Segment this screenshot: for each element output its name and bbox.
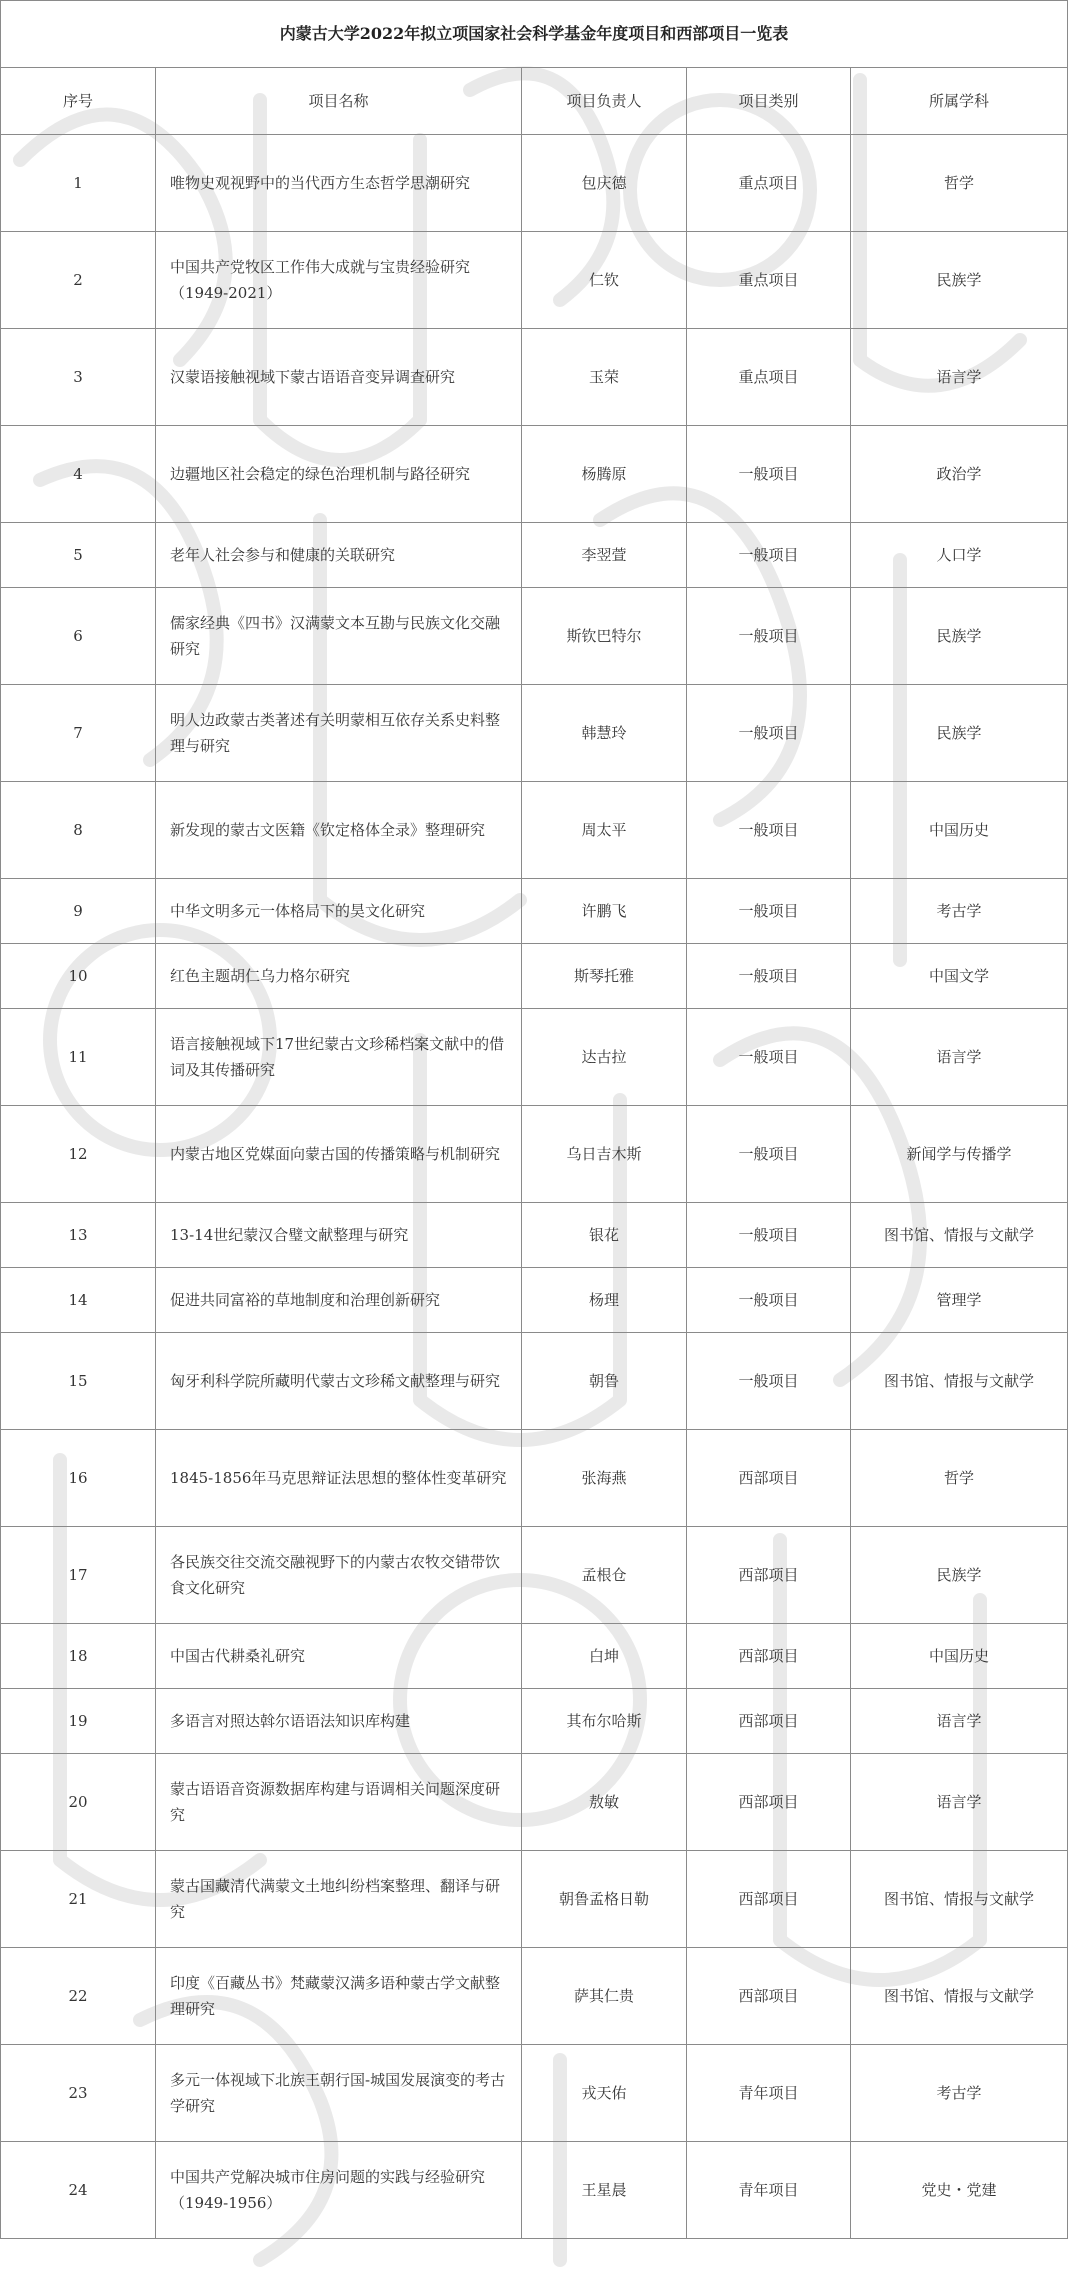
cell-discipline: 图书馆、情报与文献学 (851, 1203, 1068, 1268)
cell-leader: 玉荣 (522, 329, 687, 426)
cell-category: 一般项目 (687, 1268, 851, 1333)
cell-no: 5 (1, 523, 156, 588)
table-row (1, 1624, 1068, 1689)
cell-category: 西部项目 (687, 1948, 851, 2045)
cell-leader: 许鹏飞 (522, 879, 687, 944)
cell-discipline: 中国文学 (851, 944, 1068, 1009)
cell-no: 24 (1, 2142, 156, 2239)
cell-no: 9 (1, 879, 156, 944)
table-row (1, 1689, 1068, 1754)
cell-discipline: 民族学 (851, 232, 1068, 329)
cell-leader: 达古拉 (522, 1009, 687, 1106)
header-row (1, 68, 1068, 135)
table-row (1, 1333, 1068, 1430)
cell-discipline: 图书馆、情报与文献学 (851, 1948, 1068, 2045)
cell-leader: 乌日吉木斯 (522, 1106, 687, 1203)
table-row (1, 1268, 1068, 1333)
cell-project-name: 蒙古语语音资源数据库构建与语调相关问题深度研究 (156, 1754, 522, 1851)
cell-discipline: 语言学 (851, 1754, 1068, 1851)
cell-discipline: 管理学 (851, 1268, 1068, 1333)
cell-no: 20 (1, 1754, 156, 1851)
cell-leader: 杨腾原 (522, 426, 687, 523)
cell-leader: 银花 (522, 1203, 687, 1268)
cell-discipline: 党史・党建 (851, 2142, 1068, 2239)
cell-leader: 包庆德 (522, 135, 687, 232)
cell-discipline: 民族学 (851, 588, 1068, 685)
cell-project-name: 多元一体视域下北族王朝行国-城国发展演变的考古学研究 (156, 2045, 522, 2142)
cell-category: 重点项目 (687, 135, 851, 232)
cell-discipline: 中国历史 (851, 782, 1068, 879)
cell-no: 8 (1, 782, 156, 879)
cell-no: 22 (1, 1948, 156, 2045)
cell-project-name: 多语言对照达斡尔语语法知识库构建 (156, 1689, 522, 1754)
table-row (1, 232, 1068, 329)
cell-leader: 周太平 (522, 782, 687, 879)
header-leader: 项目负责人 (522, 68, 687, 135)
cell-project-name: 边疆地区社会稳定的绿色治理机制与路径研究 (156, 426, 522, 523)
table-row (1, 685, 1068, 782)
cell-project-name: 中国共产党解决城市住房问题的实践与经验研究（1949-1956） (156, 2142, 522, 2239)
cell-leader: 白坤 (522, 1624, 687, 1689)
cell-no: 7 (1, 685, 156, 782)
cell-leader: 其布尔哈斯 (522, 1689, 687, 1754)
cell-no: 11 (1, 1009, 156, 1106)
cell-project-name: 13-14世纪蒙汉合璧文献整理与研究 (156, 1203, 522, 1268)
table-row (1, 1948, 1068, 2045)
cell-leader: 杨理 (522, 1268, 687, 1333)
cell-discipline: 政治学 (851, 426, 1068, 523)
cell-no: 14 (1, 1268, 156, 1333)
cell-project-name: 内蒙古地区党媒面向蒙古国的传播策略与机制研究 (156, 1106, 522, 1203)
cell-category: 一般项目 (687, 782, 851, 879)
cell-leader: 戎天佑 (522, 2045, 687, 2142)
cell-category: 西部项目 (687, 1430, 851, 1527)
cell-discipline: 语言学 (851, 1009, 1068, 1106)
table-title: 内蒙古大学2022年拟立项国家社会科学基金年度项目和西部项目一览表 (1, 1, 1068, 68)
table-row (1, 588, 1068, 685)
cell-category: 西部项目 (687, 1624, 851, 1689)
cell-project-name: 明人边政蒙古类著述有关明蒙相互依存关系史料整理与研究 (156, 685, 522, 782)
cell-category: 青年项目 (687, 2142, 851, 2239)
cell-category: 西部项目 (687, 1689, 851, 1754)
cell-project-name: 儒家经典《四书》汉满蒙文本互勘与民族文化交融研究 (156, 588, 522, 685)
cell-leader: 韩慧玲 (522, 685, 687, 782)
cell-discipline: 图书馆、情报与文献学 (851, 1851, 1068, 1948)
cell-discipline: 图书馆、情报与文献学 (851, 1333, 1068, 1430)
cell-no: 16 (1, 1430, 156, 1527)
cell-discipline: 民族学 (851, 685, 1068, 782)
cell-no: 2 (1, 232, 156, 329)
table-row (1, 1851, 1068, 1948)
cell-project-name: 新发现的蒙古文医籍《钦定格体全录》整理研究 (156, 782, 522, 879)
cell-project-name: 中国共产党牧区工作伟大成就与宝贵经验研究（1949-2021） (156, 232, 522, 329)
cell-discipline: 考古学 (851, 879, 1068, 944)
cell-discipline: 考古学 (851, 2045, 1068, 2142)
cell-discipline: 人口学 (851, 523, 1068, 588)
cell-no: 13 (1, 1203, 156, 1268)
cell-leader: 张海燕 (522, 1430, 687, 1527)
header-project-name: 项目名称 (156, 68, 522, 135)
table-row (1, 1106, 1068, 1203)
cell-discipline: 哲学 (851, 135, 1068, 232)
table-row (1, 329, 1068, 426)
cell-leader: 萨其仁贵 (522, 1948, 687, 2045)
cell-discipline: 语言学 (851, 1689, 1068, 1754)
cell-category: 一般项目 (687, 1333, 851, 1430)
cell-leader: 李翌萱 (522, 523, 687, 588)
cell-project-name: 唯物史观视野中的当代西方生态哲学思潮研究 (156, 135, 522, 232)
cell-no: 23 (1, 2045, 156, 2142)
cell-project-name: 匈牙利科学院所藏明代蒙古文珍稀文献整理与研究 (156, 1333, 522, 1430)
cell-no: 3 (1, 329, 156, 426)
table-row (1, 782, 1068, 879)
cell-leader: 斯琴托雅 (522, 944, 687, 1009)
cell-category: 西部项目 (687, 1527, 851, 1624)
cell-no: 15 (1, 1333, 156, 1430)
header-category: 项目类别 (687, 68, 851, 135)
cell-no: 18 (1, 1624, 156, 1689)
table-row (1, 944, 1068, 1009)
table-row (1, 523, 1068, 588)
cell-leader: 朝鲁 (522, 1333, 687, 1430)
cell-project-name: 1845-1856年马克思辩证法思想的整体性变革研究 (156, 1430, 522, 1527)
header-discipline: 所属学科 (851, 68, 1068, 135)
cell-no: 1 (1, 135, 156, 232)
cell-category: 一般项目 (687, 685, 851, 782)
cell-category: 重点项目 (687, 232, 851, 329)
cell-category: 重点项目 (687, 329, 851, 426)
cell-project-name: 语言接触视域下17世纪蒙古文珍稀档案文献中的借词及其传播研究 (156, 1009, 522, 1106)
cell-category: 一般项目 (687, 944, 851, 1009)
table-row (1, 1754, 1068, 1851)
table-row (1, 879, 1068, 944)
cell-project-name: 中国古代耕桑礼研究 (156, 1624, 522, 1689)
cell-category: 一般项目 (687, 523, 851, 588)
cell-project-name: 各民族交往交流交融视野下的内蒙古农牧交错带饮食文化研究 (156, 1527, 522, 1624)
cell-discipline: 民族学 (851, 1527, 1068, 1624)
cell-project-name: 印度《百藏丛书》梵藏蒙汉满多语种蒙古学文献整理研究 (156, 1948, 522, 2045)
cell-no: 12 (1, 1106, 156, 1203)
cell-project-name: 红色主题胡仁乌力格尔研究 (156, 944, 522, 1009)
cell-discipline: 中国历史 (851, 1624, 1068, 1689)
cell-category: 一般项目 (687, 588, 851, 685)
cell-leader: 斯钦巴特尔 (522, 588, 687, 685)
cell-discipline: 新闻学与传播学 (851, 1106, 1068, 1203)
title-row (1, 1, 1068, 68)
cell-project-name: 老年人社会参与和健康的关联研究 (156, 523, 522, 588)
cell-no: 21 (1, 1851, 156, 1948)
table-row (1, 2045, 1068, 2142)
table-row (1, 426, 1068, 523)
cell-project-name: 汉蒙语接触视域下蒙古语语音变异调查研究 (156, 329, 522, 426)
cell-project-name: 促进共同富裕的草地制度和治理创新研究 (156, 1268, 522, 1333)
cell-no: 17 (1, 1527, 156, 1624)
cell-no: 19 (1, 1689, 156, 1754)
cell-category: 一般项目 (687, 1009, 851, 1106)
cell-project-name: 蒙古国藏清代满蒙文土地纠纷档案整理、翻译与研究 (156, 1851, 522, 1948)
cell-category: 青年项目 (687, 2045, 851, 2142)
table-row (1, 1527, 1068, 1624)
cell-category: 一般项目 (687, 426, 851, 523)
table-row (1, 1203, 1068, 1268)
table-row (1, 135, 1068, 232)
cell-leader: 王星晨 (522, 2142, 687, 2239)
cell-no: 10 (1, 944, 156, 1009)
cell-discipline: 哲学 (851, 1430, 1068, 1527)
cell-no: 6 (1, 588, 156, 685)
cell-leader: 敖敏 (522, 1754, 687, 1851)
cell-discipline: 语言学 (851, 329, 1068, 426)
cell-category: 一般项目 (687, 879, 851, 944)
cell-leader: 仁钦 (522, 232, 687, 329)
table-row (1, 2142, 1068, 2239)
cell-leader: 朝鲁孟格日勒 (522, 1851, 687, 1948)
cell-category: 西部项目 (687, 1851, 851, 1948)
cell-category: 一般项目 (687, 1203, 851, 1268)
header-no: 序号 (1, 68, 156, 135)
cell-category: 一般项目 (687, 1106, 851, 1203)
cell-no: 4 (1, 426, 156, 523)
cell-category: 西部项目 (687, 1754, 851, 1851)
table-row (1, 1430, 1068, 1527)
cell-project-name: 中华文明多元一体格局下的昊文化研究 (156, 879, 522, 944)
table-row (1, 1009, 1068, 1106)
cell-leader: 孟根仓 (522, 1527, 687, 1624)
